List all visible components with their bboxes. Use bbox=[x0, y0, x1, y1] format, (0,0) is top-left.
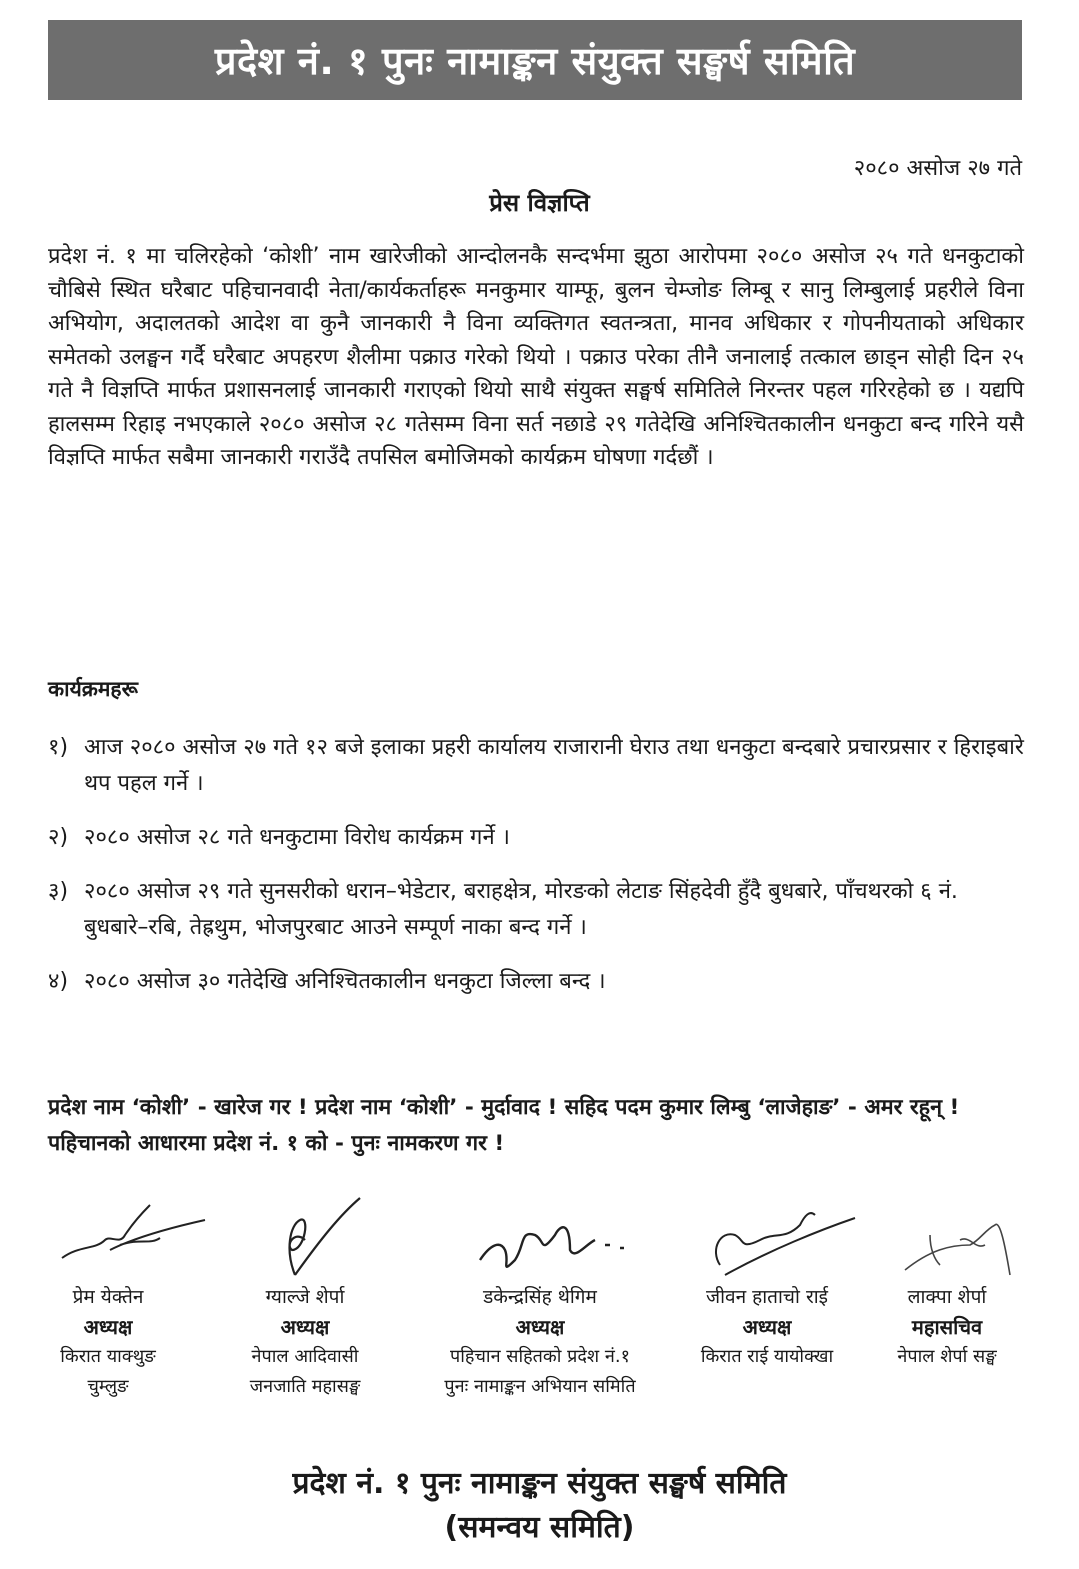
program-item bbox=[48, 964, 1024, 1000]
program-item bbox=[48, 730, 1024, 802]
press-release-title: प्रेस विज्ञप्ति bbox=[489, 189, 590, 217]
program-number: २) bbox=[48, 825, 69, 850]
signatory bbox=[862, 1282, 1032, 1372]
program-number: ४) bbox=[48, 969, 69, 994]
signatory bbox=[38, 1282, 178, 1402]
signatory-role: अध्यक्ष bbox=[742, 1315, 792, 1339]
program-number: ३) bbox=[48, 879, 69, 904]
footer-title: प्रदेश नं. १ पुनः नामाङ्कन संयुक्त सङ्घर्ष समिति bbox=[292, 1466, 787, 1501]
signatory-role: अध्यक्ष bbox=[83, 1315, 133, 1339]
programs-heading: कार्यक्रमहरू bbox=[48, 677, 138, 701]
signatory-name: जीवन हाताचो राई bbox=[706, 1286, 828, 1308]
program-text: २०८० असोज २८ गते धनकुटामा विरोध कार्यक्रम गर्ने । bbox=[84, 825, 510, 850]
signatory-org: किरात राई यायोक्खा bbox=[700, 1346, 834, 1367]
program-text: आज २०८० असोज २७ गते १२ बजे इलाका प्रहरी कार्यालय राजारानी घेराउ तथा धनकुटा बन्दबारे प्रचारप्रसार र हिराइबारे थप पहल गर्ने । bbox=[84, 735, 1024, 796]
signature-3 bbox=[460, 1190, 660, 1280]
signatory-org: नेपाल आदिवासी जनजाति महासङ्घ bbox=[249, 1346, 361, 1397]
programs-list bbox=[48, 730, 1024, 1018]
program-text: २०८० असोज ३० गतेदेखि अनिश्चितकालीन धनकुटा जिल्ला बन्द । bbox=[84, 969, 606, 994]
program-number: १) bbox=[48, 735, 69, 760]
signatory-name: लाक्पा शेर्पा bbox=[907, 1286, 987, 1308]
header-banner bbox=[48, 20, 1022, 100]
body-paragraph: प्रदेश नं. १ मा चलिरहेको ‘कोशी’ नाम खारेजीको आन्दोलनकै सन्दर्भमा झुठा आरोपमा २०८० असोज २५ गते धनकुटाको चौबिसे स्थित घरैबाट पहिचानवादी नेता/कार्यकर्ताहरू मनकुमार याम्फू, बुलन चेम्जोङ लिम्बू र सानु लिम्बुलाई प्रहरीले विना अभियोग, अदालतको आदेश वा कुनै जानकारी नै विना व्यक्तिगत स्वतन्त्रता, मानव अधिकार र गोपनीयताको अधिकार समेतको उलङ्घन गर्दै घरैबाट अपहरण शैलीमा पक्राउ गरेको थियो । पक्राउ परेका तीनै जनालाई तत्काल छाड्न सोही दिन २५ गते नै विज्ञप्ति मार्फत प्रशासनलाई जानकारी गराएको थियो साथै संयुक्त सङ्घर्ष समितिले निरन्तर पहल गरिरहेको छ । यद्यपि हालसम्म रिहाइ नभएकाले २०८० असोज २८ गतेसम्म विना सर्त नछाडे २९ गतेदेखि अनिश्चितकालीन धनकुटा बन्द गरिने यसै विज्ञप्ति मार्फत सबैमा जानकारी गराउँदै तपसिल बमोजिमको कार्यक्रम घोषणा गर्दछौं । bbox=[48, 244, 1024, 470]
header-title: प्रदेश नं. १ पुनः नामाङ्कन संयुक्त सङ्घर्ष समिति bbox=[214, 39, 856, 83]
signatory-name: ग्याल्जे शेर्पा bbox=[265, 1286, 345, 1308]
signatory-role: अध्यक्ष bbox=[515, 1315, 565, 1339]
program-text: २०८० असोज २९ गते सुनसरीको धरान–भेडेटार, बराहक्षेत्र, मोरङको लेटाङ सिंहदेवी हुँदै बुधबारे, पाँचथरको ६ नं. बुधबारे–रबि, तेह्रथुम, भोजपुरबाट आउने सम्पूर्ण नाका बन्द गर्ने । bbox=[84, 879, 958, 940]
program-item bbox=[48, 820, 1024, 856]
signature-2 bbox=[260, 1190, 370, 1280]
signatory bbox=[672, 1282, 862, 1372]
signatory bbox=[405, 1282, 675, 1402]
signatory-name: प्रेम येक्तेन bbox=[72, 1286, 144, 1308]
date: २०८० असोज २७ गते bbox=[853, 156, 1022, 181]
signatory-role: अध्यक्ष bbox=[280, 1315, 330, 1339]
program-item bbox=[48, 874, 1024, 946]
signatory-role: महासचिव bbox=[911, 1315, 983, 1339]
slogan: प्रदेश नाम ‘कोशी’ - खारेज गर ! प्रदेश नाम ‘कोशी’ - मुर्दावाद ! सहिद पदम कुमार लिम्बु ‘लाजेहाङ’ - अमर रहून् ! पहिचानको आधारमा प्रदेश नं. १ को - पुनः नामकरण गर ! bbox=[48, 1095, 960, 1156]
signatory-org: पहिचान सहितको प्रदेश नं.१ पुनः नामाङ्कन अभियान समिति bbox=[444, 1346, 636, 1397]
signature-4 bbox=[690, 1190, 860, 1280]
signatory-name: डकेन्द्रसिंह थेगिम bbox=[483, 1286, 597, 1308]
signatory-org: नेपाल शेर्पा सङ्घ bbox=[897, 1346, 997, 1367]
signature-1 bbox=[50, 1190, 210, 1280]
signatory bbox=[220, 1282, 390, 1402]
signatory-org: किरात याक्थुङ चुम्लुङ bbox=[60, 1346, 156, 1397]
footer bbox=[0, 1462, 1079, 1550]
footer-subtitle: (समन्वय समिति) bbox=[444, 1510, 635, 1545]
signatures-row bbox=[40, 1190, 1030, 1280]
signature-5 bbox=[900, 1190, 1020, 1280]
